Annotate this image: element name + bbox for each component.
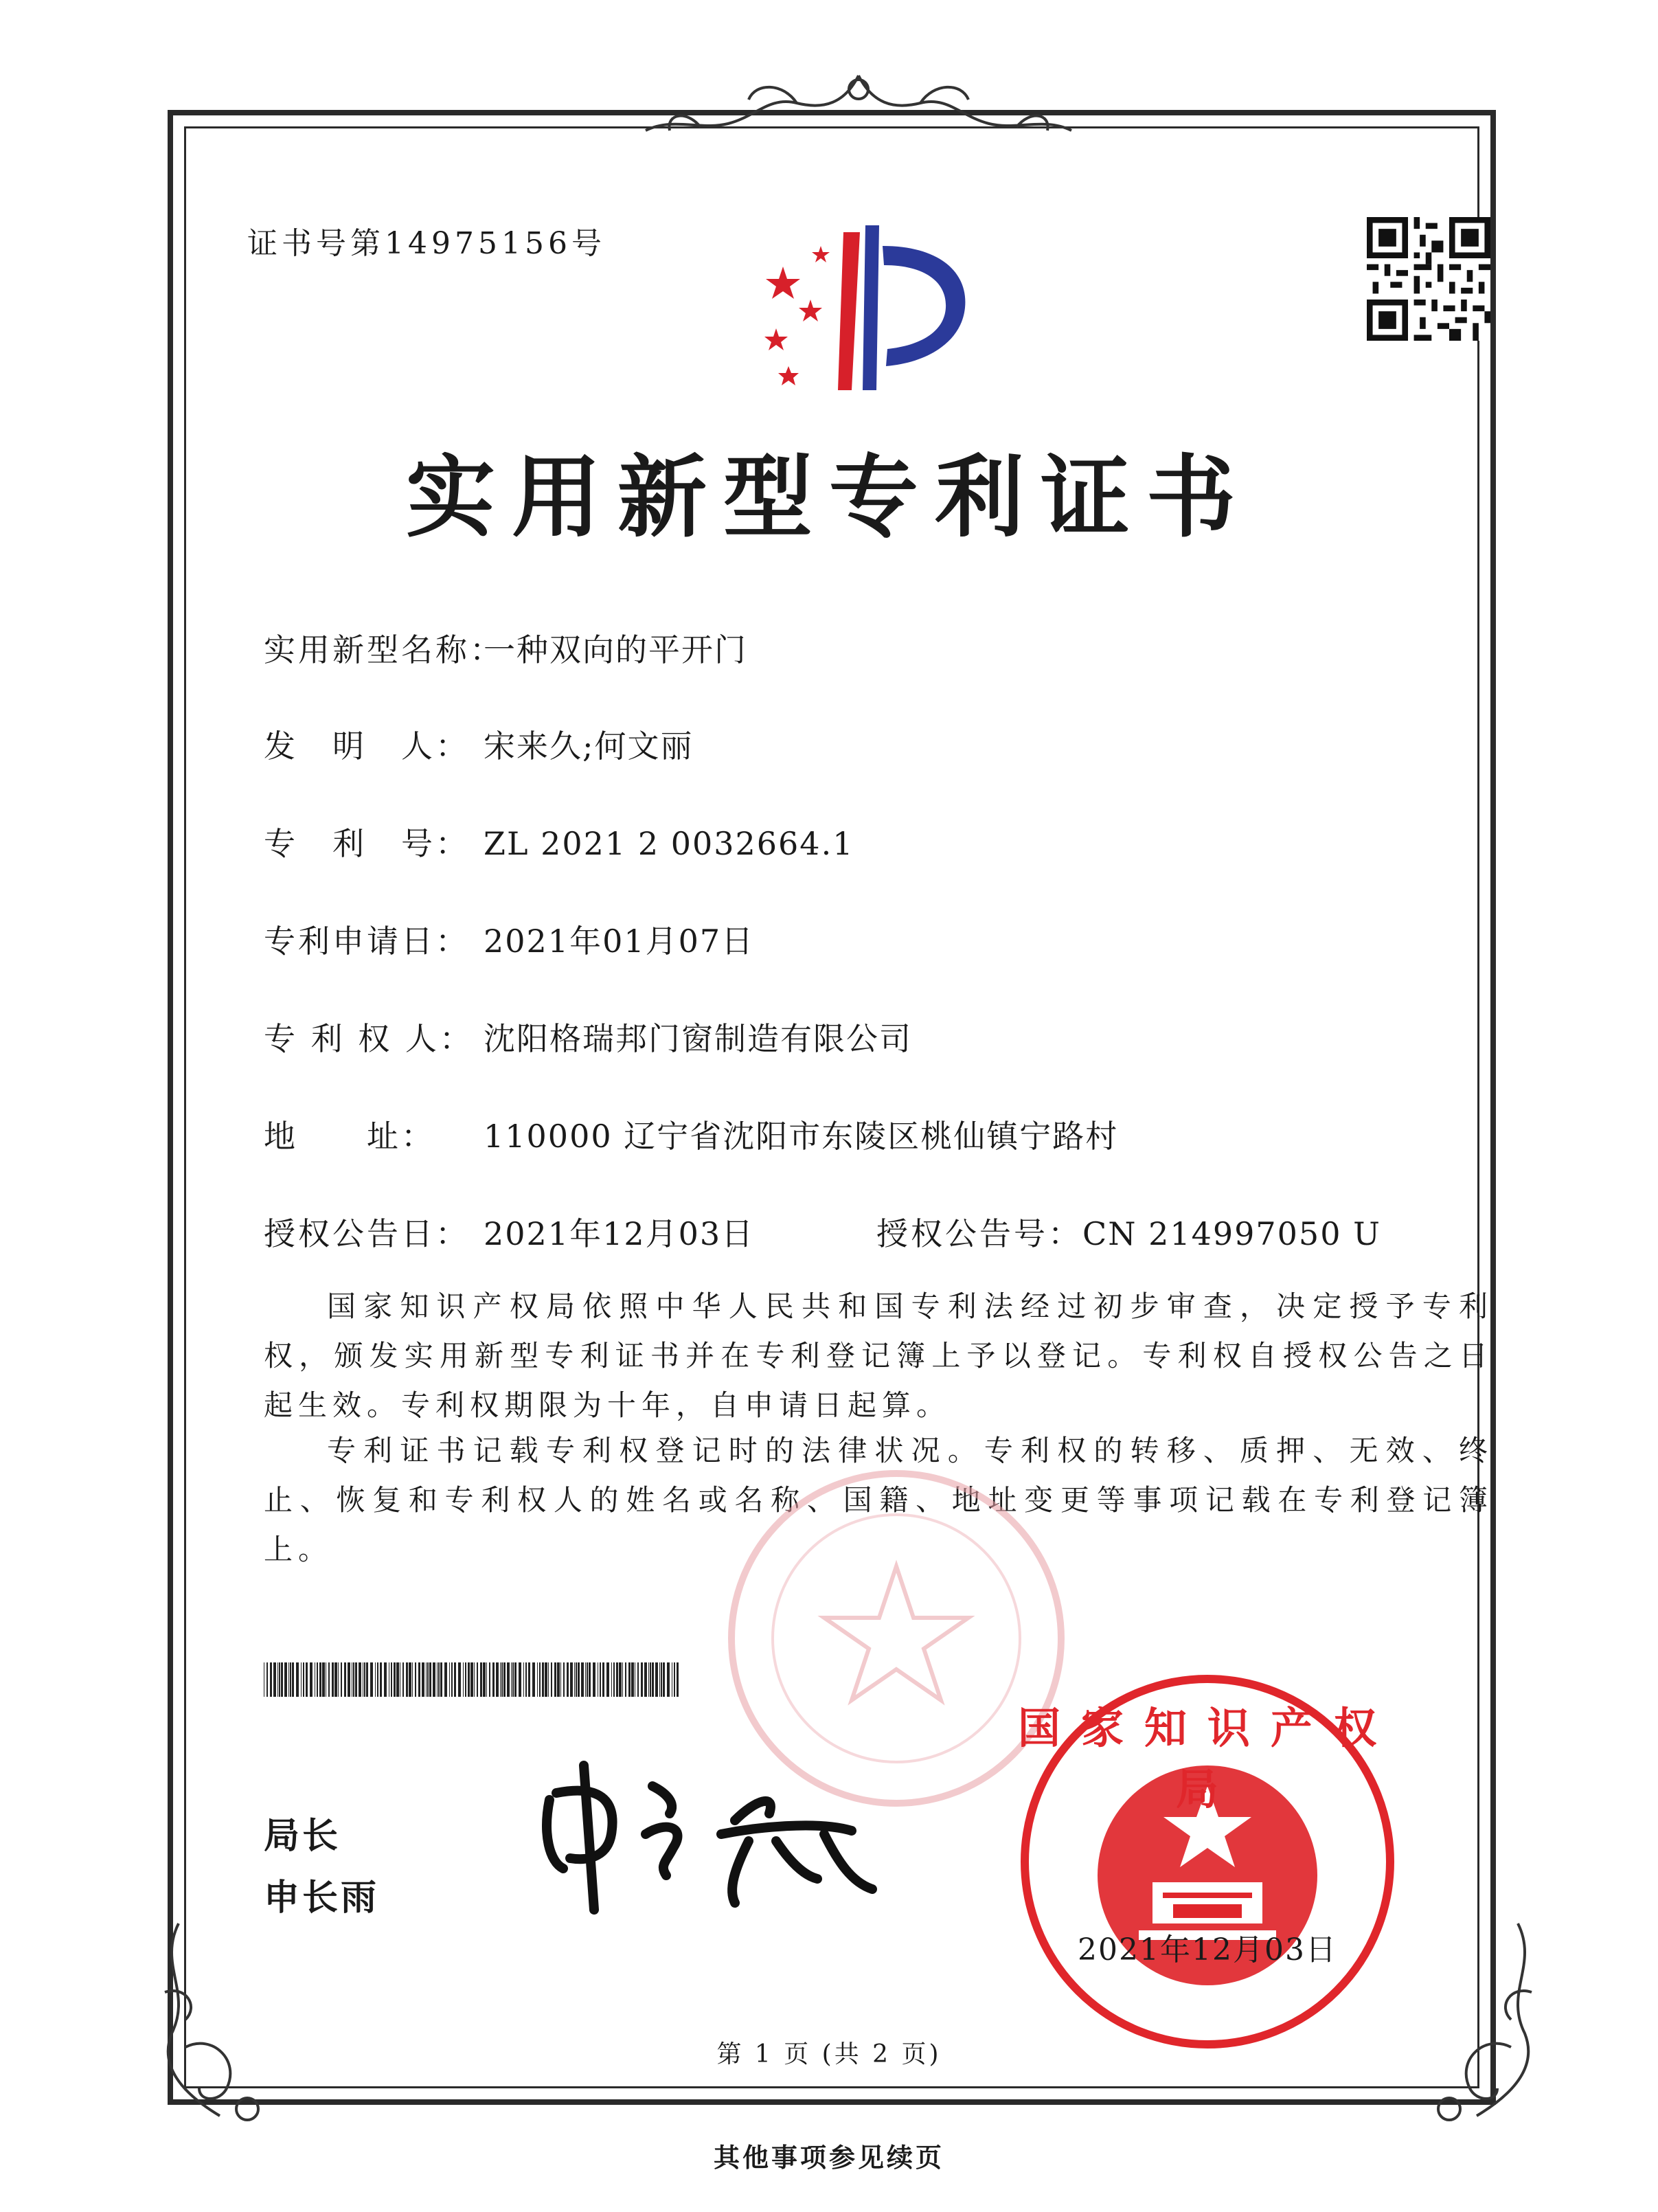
signatory-title: 局长 [264,1816,341,1857]
official-seal-icon [1015,1669,1400,2054]
certificate-number: 证书号第14975156号 [247,226,606,261]
field-label: 专利申请日： [264,923,470,960]
field-utility-model-name [264,625,747,670]
cnipa-logo-icon [742,218,989,404]
field-label: 地 址： [264,1118,435,1155]
field-patentee [264,1014,912,1059]
field-filing-date [264,916,754,962]
field-inventor [264,721,694,767]
field-value: 一种双向的平开门 [484,631,747,668]
field-label: 专 利 权 人： [264,1020,474,1057]
signature-icon [529,1745,886,1923]
field-value: 2021年12月03日 [484,1215,755,1252]
top-ornament-icon [618,62,1099,151]
certificate-title: 实用新型专利证书 [405,445,1252,550]
barcode-icon [264,1662,683,1697]
field-label: 授权公告日： [264,1215,470,1252]
field-grant-date [264,1209,754,1254]
field-label: 专 利 号： [264,825,470,862]
field-patent-number [264,819,854,864]
field-address [264,1111,1118,1157]
field-label: 授权公告号： [876,1215,1082,1252]
field-value: 2021年01月07日 [484,923,755,960]
page-number: 第 1 页 (共 2 页) [716,2040,942,2068]
seal-text: 国家知识产权局 [1017,1703,1397,1814]
field-value: 宋来久;何文丽 [484,727,694,765]
field-grant-number [876,1209,1381,1254]
bottom-left-ornament-icon [144,1910,323,2136]
body-paragraph-1: 国家知识产权局依照中华人民共和国专利法经过初步审查，决定授予专利权，颁发实用新型专利证书并在专利登记簿上予以登记。专利权自授权公告之日起生效。专利权期限为十年，自申请日起算。 [264,1289,1493,1422]
field-value: 沈阳格瑞邦门窗制造有限公司 [484,1020,912,1057]
field-label: 实用新型名称： [264,631,504,668]
qr-code-icon [1367,217,1490,341]
field-value: ZL 2021 2 0032664.1 [484,825,854,862]
field-value: CN 214997050 U [1082,1215,1381,1252]
footer-note: 其他事项参见续页 [713,2142,944,2173]
body-paragraph-2: 专利证书记载专利权登记时的法律状况。专利权的转移、质押、无效、终止、恢复和专利权人的姓名或名称、国籍、地址变更等事项记载在专利登记簿上。 [264,1434,1493,1566]
seal-date: 2021年12月03日 [1078,1932,1337,1967]
bottom-right-ornament-icon [1374,1910,1552,2136]
signatory-name: 申长雨 [264,1877,380,1919]
field-label: 发 明 人： [264,727,470,765]
field-value: 110000 辽宁省沈阳市东陵区桃仙镇宁路村 [484,1118,1119,1155]
